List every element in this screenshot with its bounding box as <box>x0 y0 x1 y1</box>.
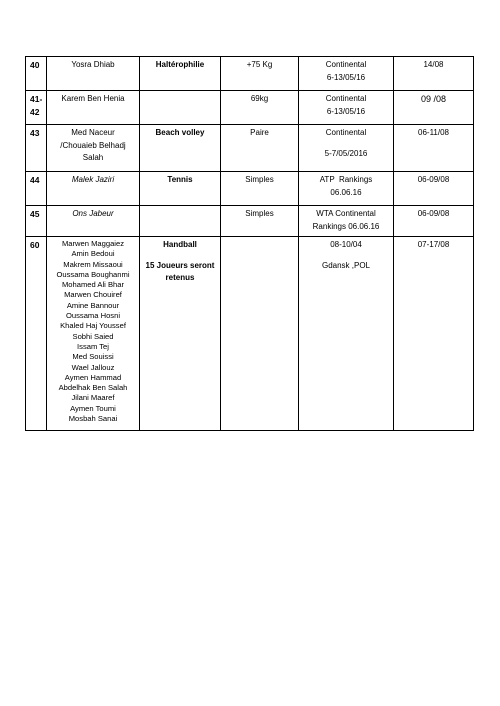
date-cell: 14/08 <box>394 57 474 91</box>
athlete-name: Oussama Boughanmi <box>56 269 130 279</box>
athlete-name: Issam Tej <box>77 341 109 351</box>
table-row <box>26 57 474 91</box>
athlete-cell <box>47 91 140 125</box>
table-row <box>26 172 474 206</box>
athlete-name: Yosra Dhiab <box>71 60 115 69</box>
row-number: 40 <box>26 57 47 91</box>
sport-note: retenus <box>165 273 195 282</box>
athlete-name: Aymen Hammad <box>64 372 122 382</box>
athlete-cell <box>47 237 140 431</box>
table-row <box>26 206 474 237</box>
athlete-name: Amin Bedoui <box>71 249 115 259</box>
row-number: 44 <box>26 172 47 206</box>
athlete-name: Sobhi Saied <box>72 331 114 341</box>
row-number <box>26 91 47 125</box>
athlete-name: Oussama Hosni <box>65 311 121 321</box>
athlete-name: Karem Ben Henia <box>61 94 125 103</box>
sport-cell <box>140 237 221 431</box>
event-name: Continental <box>325 128 367 137</box>
athlete-name: Salah <box>82 153 104 162</box>
event-cell <box>299 57 394 91</box>
category-cell: 69kg <box>221 91 299 125</box>
event-cell <box>299 206 394 237</box>
sport-cell: Beach volley <box>140 125 221 172</box>
sport-cell <box>140 91 221 125</box>
event-dates: 6-13/05/16 <box>326 106 366 116</box>
row-number: 45 <box>26 206 47 237</box>
athlete-name: Med Souissi <box>72 352 114 362</box>
row-number: 43 <box>26 125 47 172</box>
sport-name: Handball <box>163 240 197 249</box>
sport-note: 15 Joueurs seront <box>145 260 215 270</box>
athlete-cell <box>47 172 140 206</box>
athlete-name: Malek Jaziri <box>71 175 115 184</box>
event-dates: 6-13/05/16 <box>326 72 366 82</box>
event-cell <box>299 91 394 125</box>
athlete-name: Mohamed Ali Bhar <box>61 280 125 290</box>
athlete-name: /Chouaieb Belhadj <box>60 140 126 150</box>
qualification-table <box>25 56 474 431</box>
date-cell: 06-11/08 <box>394 125 474 172</box>
table-row <box>26 91 474 125</box>
event-name: Continental <box>325 94 367 103</box>
event-dates: 06.06.16 <box>330 187 362 197</box>
event-dates: Rankings 06.06.16 <box>312 221 380 231</box>
event-name: WTA Continental <box>316 209 376 218</box>
athlete-name: Khaled Haj Youssef <box>60 321 126 331</box>
date-cell: 06-09/08 <box>394 172 474 206</box>
athlete-cell <box>47 206 140 237</box>
sport-cell <box>140 206 221 237</box>
table-row <box>26 237 474 431</box>
row-number-text: 41-42 <box>30 94 43 117</box>
category-cell: Paire <box>221 125 299 172</box>
athlete-name: Wael Jallouz <box>71 362 115 372</box>
athlete-name: Amine Bannour <box>66 300 120 310</box>
event-cell <box>299 237 394 431</box>
event-name: Continental <box>325 60 367 69</box>
athlete-name: Med Naceur <box>71 128 115 137</box>
event-name: ATP Rankings <box>319 175 373 184</box>
table-row <box>26 125 474 172</box>
athlete-name: Marwen Chouiref <box>64 290 122 300</box>
athlete-name: Aymen Toumi <box>70 403 116 413</box>
athlete-name: Makrem Missaoui <box>63 259 123 269</box>
category-cell: Simples <box>221 206 299 237</box>
athlete-name: Abdelhak Ben Salah <box>58 383 128 393</box>
row-number: 60 <box>26 237 47 431</box>
event-location: Gdansk ,POL <box>321 260 371 270</box>
event-cell <box>299 125 394 172</box>
athlete-name: Ons Jabeur <box>72 209 114 218</box>
athlete-cell <box>47 125 140 172</box>
event-dates: 5-7/05/2016 <box>324 148 368 158</box>
date-cell: 06-09/08 <box>394 206 474 237</box>
sport-cell: Tennis <box>140 172 221 206</box>
date-cell: 07-17/08 <box>394 237 474 431</box>
category-cell: Simples <box>221 172 299 206</box>
athlete-name: Marwen Maggaiez <box>61 239 125 248</box>
athlete-name: Mosbah Sanai <box>68 414 118 424</box>
category-cell: +75 Kg <box>221 57 299 91</box>
category-cell <box>221 237 299 431</box>
date-cell: 09 /08 <box>394 91 474 125</box>
athlete-cell <box>47 57 140 91</box>
athlete-name: Jilani Maaref <box>71 393 115 403</box>
event-cell <box>299 172 394 206</box>
sport-cell: Haltérophilie <box>140 57 221 91</box>
event-dates: 08-10/04 <box>330 240 362 249</box>
